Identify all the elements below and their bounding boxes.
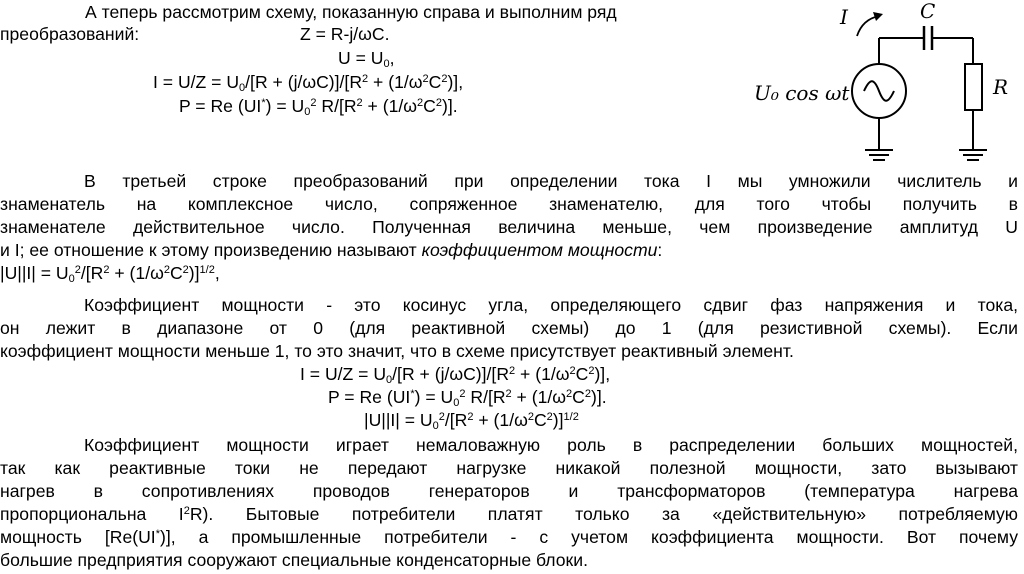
formula-amplitude-product: $|U||I| = U_0^2/[R^2 + (1/\omega^2C^2)]^{1/2}$,: [0, 263, 220, 285]
term-power-factor: коэффициентом мощности: [421, 240, 658, 260]
para3-line-4: пропорциональна $I^2R$). Бытовые потребители платят только за «действительную» потребляемую: [0, 504, 1019, 524]
para3-line-5: мощность [Re(UI*)], а промышленные потребители - с учетом коэффициента мощности. Вот почему: [0, 527, 1018, 547]
formula-current: $I = U/Z = U_0/[R + (j/\omega C)]/[R^2 + (1/\omega^2C^2)]$,: [153, 72, 464, 94]
circuit-diagram: [749, 0, 1024, 165]
para3-line-1: Коэффициент мощности играет немаловажную роль в распределении больших мощностей,: [84, 435, 1018, 455]
source-label: U₀ cos ωt: [754, 81, 850, 105]
formula-power: P = Re $(UI^*) = U_0^2$ $R/[R^2 + (1/\omega^2C^2)]$.: [179, 96, 458, 118]
current-arrow-head: [873, 12, 883, 21]
resistor-label: R: [993, 75, 1009, 99]
para2-line-1: Коэффициент мощности - это косинус угла, определяющего сдвиг фаз напряжения и тока,: [84, 295, 1018, 315]
formula-voltage: $U = U_0$,: [338, 48, 395, 70]
para2-line-3: коэффициент мощности меньше 1, то это значит, что в схеме присутствует реактивный элемент.: [0, 341, 794, 361]
current-label: I: [840, 5, 848, 29]
formula-current-2: $I = U/Z = U_0/[R + (j/\omega C)]/[R^2 + (1/\omega^2C^2)]$,: [300, 364, 611, 386]
formula-power-2: P = Re $(UI^*) = U_0^2$ $R/[R^2 + (1/\omega^2C^2)]$.: [328, 387, 607, 409]
para2-line-2: он лежит в диапазоне от 0 (для реактивной схемы) до 1 (для резистивной схемы). Если: [0, 318, 1018, 338]
para1-line-4: и I; ее отношение к этому произведению называют коэффициентом мощности:: [0, 240, 663, 260]
intro-line-1: А теперь рассмотрим схему, показанную справа и выполним ряд: [85, 2, 617, 22]
capacitor-label: C: [920, 0, 936, 23]
intro-line-2-label: преобразований:: [0, 24, 140, 44]
para3-line-6: большие предприятия сооружают специальные конденсаторные блоки.: [0, 550, 588, 570]
para3-line-3: нагрев в сопротивлениях проводов генераторов и трансформаторов (температура нагрева: [0, 481, 1018, 501]
para1-line-3: знаменателе действительное число. Полученная величина меньше, чем произведение амплитуд U: [0, 217, 1018, 237]
para1-line-2: знаменатель на комплексное число, сопряженное знаменателю, для того чтобы получить в: [0, 194, 1018, 214]
formula-amplitude-product-2: $|U||I| = U_0^2/[R^2 + (1/\omega^2C^2)]^{1/2}$: [364, 410, 579, 432]
formula-impedance: Z = R-j/ωC.: [300, 24, 390, 44]
para3-line-2: так как реактивные токи не передают нагрузке никакой полезной мощности, зато вызывают: [0, 458, 1018, 478]
para1-line-1: В третьей строке преобразований при определении тока I мы умножили числитель и: [84, 171, 1018, 191]
